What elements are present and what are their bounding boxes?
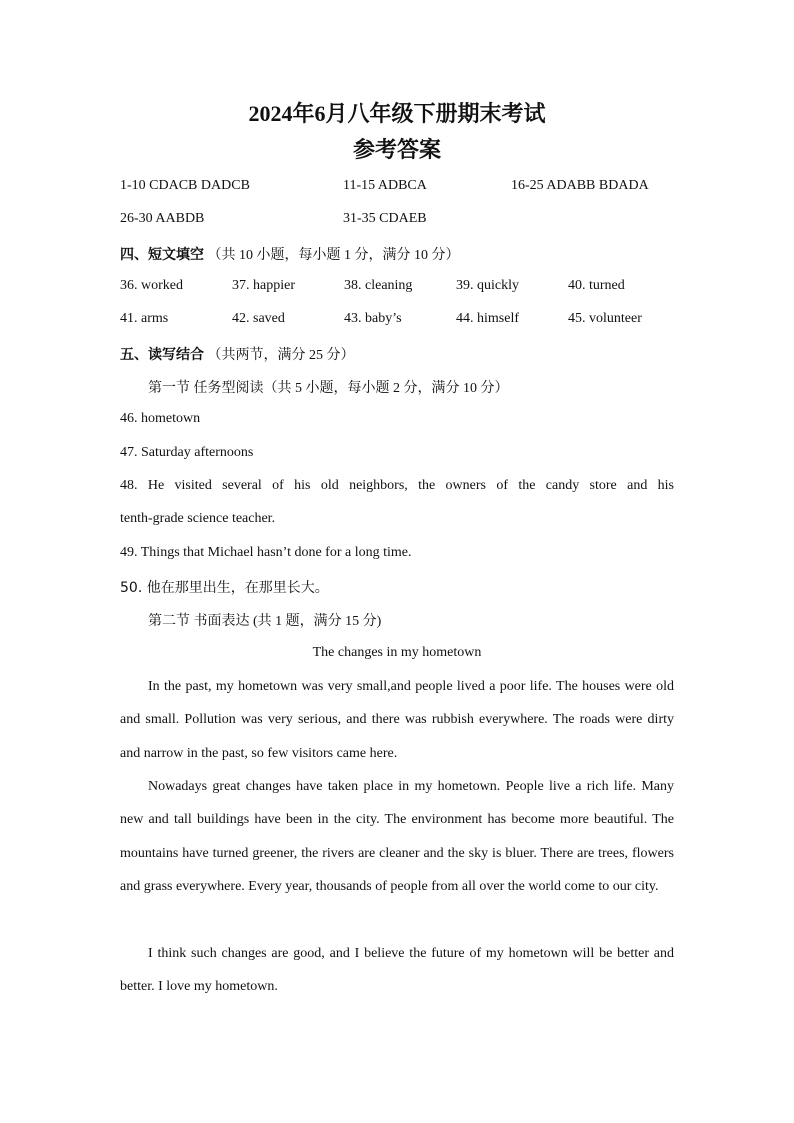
fill-answer: 37. happier <box>232 278 295 293</box>
section4-answers-row-1 <box>120 278 674 298</box>
essay-title: The changes in my hometown <box>312 645 482 660</box>
section5-note: （共两节，满分 25 分） <box>207 348 355 363</box>
section4-heading: 四、短文填空 <box>120 248 204 263</box>
answer-47: 47. Saturday afternoons <box>120 445 254 460</box>
section4-answers-row-2 <box>120 311 674 331</box>
fill-answer: 43. baby’s <box>344 311 402 326</box>
section5-heading-line <box>120 344 355 364</box>
exam-title: 2024年6月八年级下册期末考试 <box>248 101 546 126</box>
mc-answers-row-1 <box>120 178 674 198</box>
fill-answer: 38. cleaning <box>344 278 413 293</box>
section4-heading-line <box>120 244 460 264</box>
answer-key-subtitle: 参考答案 <box>352 137 441 162</box>
answer-49: 49. Things that Michael hasn’t done for a long time. <box>120 545 412 560</box>
section5-heading: 五、读写结合 <box>120 348 204 363</box>
mc-answer: 11-15 ADBCA <box>343 178 427 193</box>
mc-answers-row-2 <box>120 211 674 231</box>
fill-answer: 42. saved <box>232 311 285 326</box>
fill-answer: 45. volunteer <box>568 311 642 326</box>
part1-title: 第一节 任务型阅读（共 5 小题，每小题 2 分，满分 10 分） <box>148 381 509 396</box>
fill-answer: 40. turned <box>568 278 625 293</box>
mc-answer: 16-25 ADABB BDADA <box>511 178 649 193</box>
part2-title: 第二节 书面表达 (共 1 题，满分 15 分) <box>148 614 382 629</box>
essay-paragraph-1: In the past, my hometown was very small,and people lived a poor life. The houses were old and small. Pollution was very serious, and there was rubbish everywhere. The roads were dirty and narrow in the past, so few visitors came here. <box>120 679 674 761</box>
answer-48-line-2: tenth-grade science teacher. <box>120 511 276 526</box>
answer-48-line-1: 48. He visited several of his old neighbors, the owners of the candy store and his <box>120 478 674 493</box>
mc-answer: 26-30 AABDB <box>120 211 205 226</box>
fill-answer: 44. himself <box>456 311 519 326</box>
essay-paragraph-2: Nowadays great changes have taken place in my hometown. People live a rich life. Many new and tall buildings have been in the city. The environment has become more beautiful. The mountains have turned greener, the rivers are cleaner and the sky is bluer. There are trees, flowers and grass everywhere. Every year, thousands of people from all over the world come to our city. <box>120 779 674 895</box>
mc-answer: 1-10 CDACB DADCB <box>120 178 250 193</box>
mc-answer: 31-35 CDAEB <box>343 211 427 226</box>
answer-50: 50. 他在那里出生，在那里长大。 <box>120 580 329 596</box>
fill-answer: 39. quickly <box>456 278 519 293</box>
fill-answer: 36. worked <box>120 278 183 293</box>
essay-paragraph-3: I think such changes are good, and I believe the future of my hometown will be better and better. I love my hometown. <box>120 946 674 995</box>
fill-answer: 41. arms <box>120 311 169 326</box>
section4-note: （共 10 小题，每小题 1 分，满分 10 分） <box>207 248 460 263</box>
answer-46: 46. hometown <box>120 411 201 426</box>
